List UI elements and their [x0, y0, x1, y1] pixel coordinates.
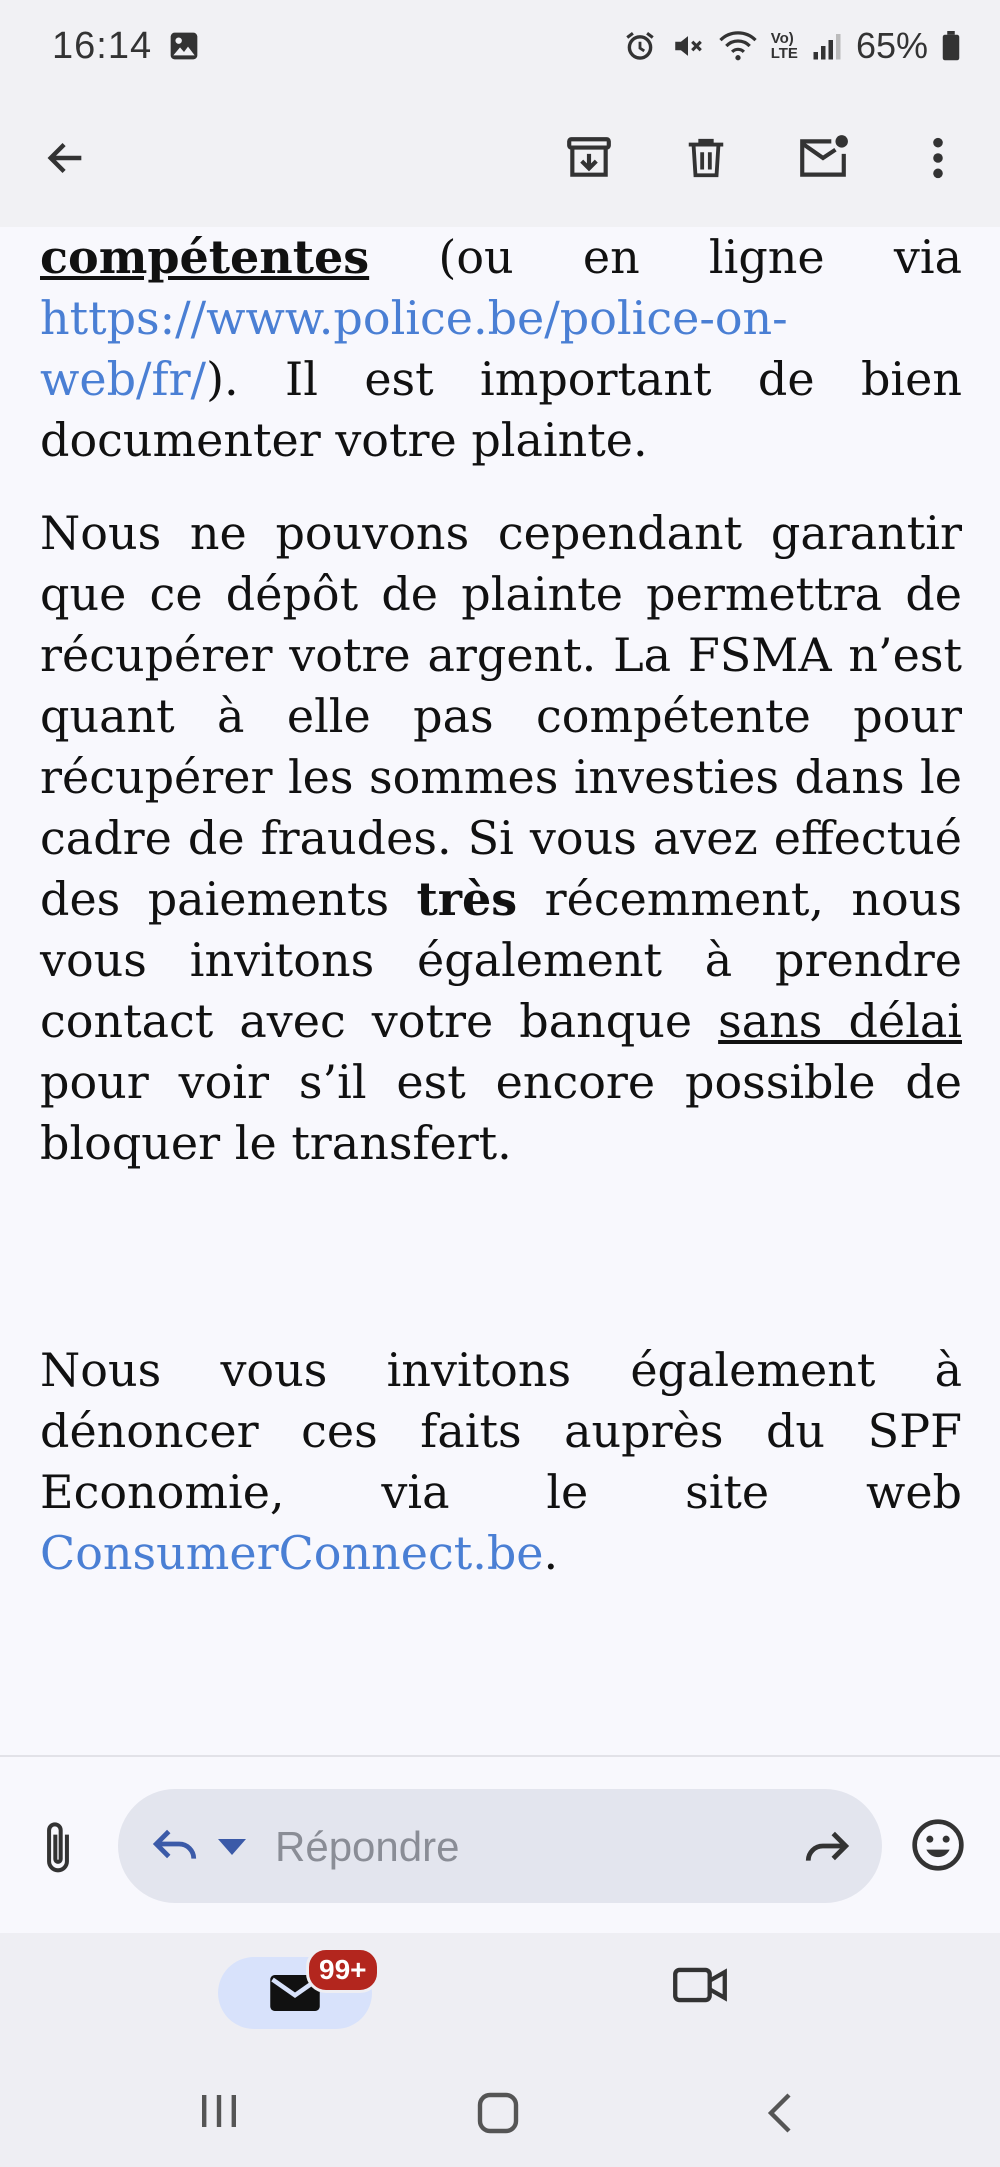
- back-arrow-icon[interactable]: [30, 122, 102, 194]
- signal-icon: [812, 31, 842, 61]
- system-back-icon[interactable]: [764, 2091, 794, 2140]
- gallery-icon: [168, 30, 200, 62]
- bottom-navigation: [0, 1933, 1000, 2053]
- home-icon[interactable]: [476, 2091, 520, 2140]
- email-body: [40, 227, 962, 1584]
- unread-badge: 99+: [306, 1947, 380, 1993]
- wifi-icon: [719, 29, 757, 63]
- battery-icon: [942, 31, 960, 61]
- emoji-icon[interactable]: [910, 1817, 966, 1878]
- underlined-text: sans délai: [718, 994, 962, 1048]
- reply-bar: [0, 1755, 1000, 1935]
- delete-icon[interactable]: [670, 122, 742, 194]
- reply-icon[interactable]: [150, 1819, 200, 1874]
- chevron-down-icon[interactable]: [218, 1839, 246, 1860]
- system-navigation: [0, 2053, 1000, 2167]
- email-paragraph-1: compétentes (ou en ligne via https://www.police.be/police-on-web/fr/). Il est important de bien documenter votre plainte.: [40, 230, 962, 467]
- bold-underlined-text: compétentes: [40, 230, 370, 284]
- top-app-bar: [0, 92, 1000, 227]
- reply-field[interactable]: [118, 1789, 882, 1903]
- status-time: 16:14: [52, 24, 153, 67]
- status-bar: [0, 0, 1000, 92]
- mute-icon: [671, 29, 705, 63]
- volte-icon: Vo) LTE: [770, 30, 798, 62]
- attachment-icon[interactable]: [30, 1812, 86, 1884]
- consumerconnect-link[interactable]: ConsumerConnect.be: [40, 1526, 544, 1580]
- reply-input[interactable]: [273, 1815, 737, 1879]
- archive-icon[interactable]: [553, 122, 625, 194]
- more-vert-icon[interactable]: [902, 122, 974, 194]
- battery-percent: 65%: [855, 25, 928, 66]
- bold-text: très: [416, 872, 518, 926]
- mark-unread-icon[interactable]: [787, 122, 859, 194]
- video-camera-icon[interactable]: [672, 1963, 728, 2012]
- police-link[interactable]: https://www.police.be/police-on-web/fr/: [40, 291, 788, 406]
- alarm-icon: [623, 29, 657, 63]
- email-paragraph-3: Nous vous invitons également à dénoncer ces faits auprès du SPF Economie, via le site web ConsumerConnect.be.: [40, 1343, 962, 1580]
- email-paragraph-2: Nous ne pouvons cependant garantir que ce dépôt de plainte permettra de récupérer votre argent. La FSMA n’est quant à elle pas compétente pour récupérer les sommes investies dans le cadre de fraudes. Si vous avez effectué des paiements très récemment, nous vous invitons également à prendre contact avec votre banque sans délai pour voir s’il est encore possible de bloquer le transfert.: [40, 506, 962, 1170]
- forward-icon[interactable]: [802, 1821, 852, 1876]
- recent-apps-icon[interactable]: [198, 2091, 240, 2136]
